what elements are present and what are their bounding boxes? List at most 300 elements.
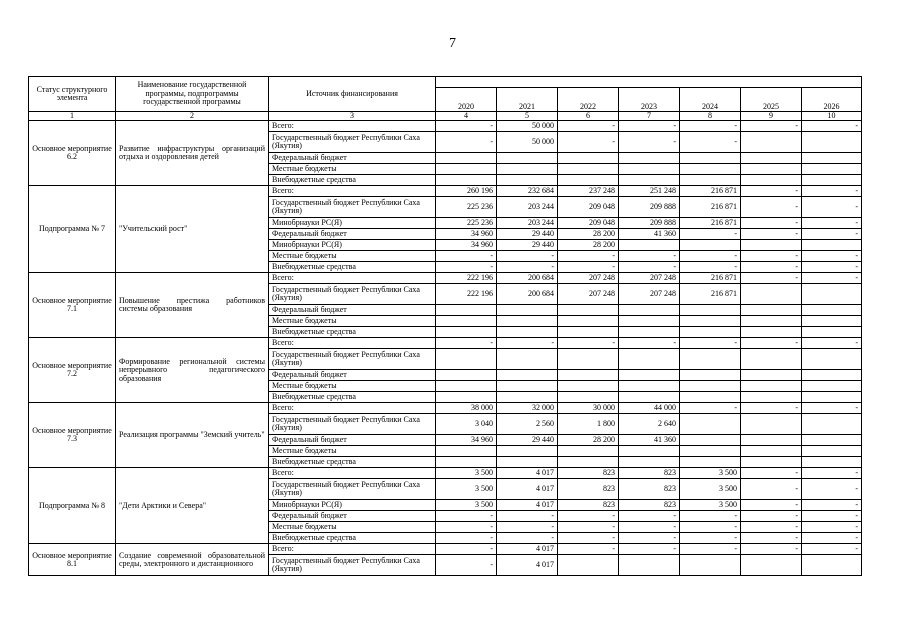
amount-cell: - [436,262,497,273]
amount-cell [680,175,741,186]
funding-source: Федеральный бюджет [269,229,436,240]
amount-cell: - [497,522,558,533]
amount-cell [741,349,802,370]
amount-cell [680,446,741,457]
amount-cell: 34 960 [436,435,497,446]
column-number: 3 [269,112,436,121]
amount-cell [680,316,741,327]
amount-cell [436,164,497,175]
amount-cell: 50 000 [497,132,558,153]
funding-source: Внебюджетные средства [269,175,436,186]
amount-cell: - [802,533,862,544]
funding-source: Местные бюджеты [269,522,436,533]
structural-element-status: Основное мероприятие 7.3 [29,403,116,468]
amount-cell: - [741,468,802,479]
funding-source: Местные бюджеты [269,316,436,327]
amount-cell [741,175,802,186]
amount-cell [619,381,680,392]
header-year: 2024 [680,88,741,112]
amount-cell: 260 196 [436,186,497,197]
funding-source: Минобрнауки РС(Я) [269,218,436,229]
amount-cell [436,175,497,186]
funding-source: Федеральный бюджет [269,153,436,164]
amount-cell [802,240,862,251]
amount-cell: - [802,273,862,284]
amount-cell [558,305,619,316]
funding-source: Местные бюджеты [269,381,436,392]
amount-cell [558,164,619,175]
amount-cell: - [680,229,741,240]
amount-cell: - [558,132,619,153]
amount-cell [558,153,619,164]
column-number: 4 [436,112,497,121]
amount-cell [436,305,497,316]
amount-cell [497,370,558,381]
column-number: 10 [802,112,862,121]
amount-cell [497,392,558,403]
amount-cell [619,240,680,251]
amount-cell: 3 500 [680,500,741,511]
amount-cell: - [802,522,862,533]
amount-cell: 28 200 [558,240,619,251]
amount-cell: 237 248 [558,186,619,197]
amount-cell: - [680,132,741,153]
amount-cell [619,316,680,327]
program-name: Реализация программы "Земский учитель" [116,403,269,468]
amount-cell: - [680,511,741,522]
funding-source: Государственный бюджет Республики Саха (Якутия) [269,414,436,435]
amount-cell [741,284,802,305]
header-year: 2022 [558,88,619,112]
amount-cell [802,446,862,457]
amount-cell: - [741,121,802,132]
table-row [29,544,862,555]
amount-cell: - [741,511,802,522]
funding-source: Государственный бюджет Республики Саха (Якутия) [269,479,436,500]
table-row [29,338,862,349]
amount-cell: - [436,338,497,349]
amount-cell [619,370,680,381]
amount-cell [619,164,680,175]
amount-cell: - [741,186,802,197]
amount-cell: - [741,273,802,284]
amount-cell [802,370,862,381]
amount-cell [558,316,619,327]
amount-cell [680,392,741,403]
funding-source: Местные бюджеты [269,446,436,457]
funding-source: Всего: [269,403,436,414]
amount-cell [436,370,497,381]
funding-source: Федеральный бюджет [269,370,436,381]
amount-cell [680,349,741,370]
amount-cell: 216 871 [680,284,741,305]
amount-cell: - [436,544,497,555]
column-number: 8 [680,112,741,121]
amount-cell [619,446,680,457]
amount-cell [802,305,862,316]
amount-cell: 3 040 [436,414,497,435]
header-year: 2023 [619,88,680,112]
amount-cell: - [741,251,802,262]
amount-cell: - [558,522,619,533]
program-name: "Дети Арктики и Севера" [116,468,269,544]
amount-cell [802,555,862,576]
structural-element-status: Основное мероприятие 6.2 [29,121,116,186]
program-name: Повышение престижа работников системы образования [116,273,269,338]
amount-cell: 3 500 [436,500,497,511]
amount-cell: - [802,511,862,522]
amount-cell: - [741,338,802,349]
funding-source: Федеральный бюджет [269,435,436,446]
amount-cell: - [802,251,862,262]
amount-cell: 207 248 [558,284,619,305]
amount-cell [558,555,619,576]
amount-cell: - [741,403,802,414]
amount-cell: - [558,251,619,262]
funding-source: Федеральный бюджет [269,305,436,316]
header-year: 2021 [497,88,558,112]
amount-cell [436,349,497,370]
amount-cell [619,175,680,186]
funding-source: Государственный бюджет Республики Саха (Якутия) [269,197,436,218]
amount-cell: 4 017 [497,468,558,479]
amount-cell [497,381,558,392]
amount-cell: - [619,121,680,132]
amount-cell: 34 960 [436,240,497,251]
amount-cell: 225 236 [436,218,497,229]
column-number: 9 [741,112,802,121]
amount-cell: - [436,121,497,132]
header-name: Наименование государственной программы, подпрограммы государственной программы [116,77,269,112]
amount-cell [741,240,802,251]
amount-cell [558,327,619,338]
amount-cell [436,446,497,457]
amount-cell [741,132,802,153]
amount-cell [436,381,497,392]
funding-source: Государственный бюджет Республики Саха (Якутия) [269,555,436,576]
funding-source: Всего: [269,338,436,349]
amount-cell: - [619,522,680,533]
structural-element-status: Основное мероприятие 8.1 [29,544,116,576]
amount-cell [802,175,862,186]
amount-cell [741,446,802,457]
amount-cell: 203 244 [497,197,558,218]
funding-source: Местные бюджеты [269,164,436,175]
amount-cell: - [619,511,680,522]
amount-cell [802,153,862,164]
amount-cell: 209 048 [558,218,619,229]
funding-source: Внебюджетные средства [269,262,436,273]
amount-cell: 3 500 [436,468,497,479]
column-number: 1 [29,112,116,121]
table-row [29,468,862,479]
amount-cell: - [741,544,802,555]
amount-cell: - [619,544,680,555]
funding-source: Всего: [269,121,436,132]
header-source: Источник финансирования [269,77,436,112]
amount-cell [558,381,619,392]
amount-cell [497,153,558,164]
amount-cell [558,175,619,186]
amount-cell: - [619,251,680,262]
amount-cell: - [619,262,680,273]
amount-cell [741,457,802,468]
structural-element-status: Основное мероприятие 7.1 [29,273,116,338]
amount-cell: - [741,522,802,533]
amount-cell: 4 017 [497,544,558,555]
amount-cell [558,392,619,403]
amount-cell: 216 871 [680,186,741,197]
amount-cell: - [802,229,862,240]
amount-cell [619,457,680,468]
amount-cell: 28 200 [558,435,619,446]
amount-cell [436,457,497,468]
header-year: 2020 [436,88,497,112]
amount-cell [619,327,680,338]
funding-source: Внебюджетные средства [269,533,436,544]
amount-cell [741,153,802,164]
amount-cell: - [619,132,680,153]
amount-cell: 216 871 [680,197,741,218]
amount-cell: - [497,262,558,273]
amount-cell: - [741,262,802,273]
amount-cell: - [802,186,862,197]
amount-cell: 823 [558,479,619,500]
amount-cell: - [436,132,497,153]
amount-cell: - [802,121,862,132]
header-years-spacer [436,77,862,88]
amount-cell: 203 244 [497,218,558,229]
amount-cell [741,392,802,403]
amount-cell: 823 [619,468,680,479]
amount-cell [497,305,558,316]
amount-cell: - [619,338,680,349]
amount-cell [558,446,619,457]
amount-cell: - [802,403,862,414]
amount-cell: - [436,251,497,262]
amount-cell: - [802,197,862,218]
amount-cell [802,435,862,446]
column-number: 5 [497,112,558,121]
amount-cell: 4 017 [497,479,558,500]
amount-cell: - [680,403,741,414]
amount-cell [619,555,680,576]
amount-cell [802,132,862,153]
amount-cell: 222 196 [436,273,497,284]
amount-cell: - [558,544,619,555]
column-number: 2 [116,112,269,121]
amount-cell: 44 000 [619,403,680,414]
structural-element-status: Подпрограмма № 7 [29,186,116,273]
amount-cell [802,349,862,370]
amount-cell: - [741,533,802,544]
amount-cell: - [497,533,558,544]
amount-cell [680,414,741,435]
amount-cell: 209 888 [619,197,680,218]
amount-cell: - [436,522,497,533]
amount-cell [802,381,862,392]
amount-cell: 2 560 [497,414,558,435]
amount-cell: - [680,121,741,132]
amount-cell: - [436,555,497,576]
header-status: Статус структурного элемента [29,77,116,112]
table-row [29,273,862,284]
amount-cell: - [802,544,862,555]
table-row [29,121,862,132]
amount-cell [497,164,558,175]
amount-cell: 209 048 [558,197,619,218]
table-row [29,403,862,414]
amount-cell: 30 000 [558,403,619,414]
amount-cell [680,153,741,164]
amount-cell: - [436,511,497,522]
funding-source: Всего: [269,273,436,284]
amount-cell [802,327,862,338]
funding-source: Федеральный бюджет [269,511,436,522]
amount-cell: 38 000 [436,403,497,414]
amount-cell: 28 200 [558,229,619,240]
header-year: 2025 [741,88,802,112]
funding-source: Всего: [269,544,436,555]
table-row [29,186,862,197]
amount-cell [741,435,802,446]
funding-source: Минобрнауки РС(Я) [269,240,436,251]
amount-cell [497,446,558,457]
amount-cell: - [680,533,741,544]
budget-table [28,76,862,576]
amount-cell: - [802,218,862,229]
amount-cell [680,555,741,576]
amount-cell [619,392,680,403]
amount-cell: 216 871 [680,218,741,229]
amount-cell: 29 440 [497,229,558,240]
amount-cell [802,392,862,403]
program-name: Развитие инфраструктуры организаций отдыха и оздоровления детей [116,121,269,186]
amount-cell: 225 236 [436,197,497,218]
amount-cell: - [558,262,619,273]
funding-source: Государственный бюджет Республики Саха (Якутия) [269,349,436,370]
column-number: 7 [619,112,680,121]
amount-cell [741,164,802,175]
amount-cell: - [436,533,497,544]
amount-cell: - [802,338,862,349]
amount-cell [741,370,802,381]
amount-cell [741,327,802,338]
amount-cell: - [802,479,862,500]
amount-cell: 232 684 [497,186,558,197]
amount-cell: 823 [558,468,619,479]
amount-cell [436,153,497,164]
amount-cell: 823 [619,479,680,500]
amount-cell [680,370,741,381]
amount-cell: 4 017 [497,500,558,511]
amount-cell: 207 248 [619,273,680,284]
amount-cell: - [558,338,619,349]
amount-cell [558,370,619,381]
amount-cell [802,414,862,435]
amount-cell: 209 888 [619,218,680,229]
amount-cell [680,305,741,316]
page-number: 7 [449,36,456,51]
amount-cell [497,175,558,186]
amount-cell [802,284,862,305]
amount-cell [741,555,802,576]
structural-element-status: Основное мероприятие 7.2 [29,338,116,403]
amount-cell: - [558,511,619,522]
funding-source: Государственный бюджет Республики Саха (Якутия) [269,132,436,153]
amount-cell [741,414,802,435]
amount-cell: 823 [619,500,680,511]
amount-cell [497,327,558,338]
amount-cell: - [802,500,862,511]
amount-cell [680,457,741,468]
funding-source: Всего: [269,468,436,479]
program-name: Создание современной образовательной среды, электронного и дистанционного [116,544,269,576]
column-number: 6 [558,112,619,121]
amount-cell: - [680,251,741,262]
amount-cell [619,305,680,316]
amount-cell: 4 017 [497,555,558,576]
amount-cell [741,381,802,392]
amount-cell [680,327,741,338]
amount-cell: - [680,338,741,349]
amount-cell [680,435,741,446]
amount-cell: - [680,262,741,273]
amount-cell [436,327,497,338]
amount-cell: 29 440 [497,240,558,251]
funding-source: Внебюджетные средства [269,327,436,338]
amount-cell: - [741,479,802,500]
amount-cell: 34 960 [436,229,497,240]
funding-source: Государственный бюджет Республики Саха (Якутия) [269,284,436,305]
amount-cell: - [497,511,558,522]
funding-source: Минобрнауки РС(Я) [269,500,436,511]
amount-cell: - [741,218,802,229]
amount-cell: - [558,121,619,132]
amount-cell: 41 360 [619,435,680,446]
amount-cell: 50 000 [497,121,558,132]
program-name: "Учительский рост" [116,186,269,273]
amount-cell [558,349,619,370]
amount-cell: 200 684 [497,273,558,284]
amount-cell [436,316,497,327]
amount-cell: - [802,262,862,273]
amount-cell [680,164,741,175]
amount-cell [680,240,741,251]
amount-cell: - [741,229,802,240]
funding-source: Внебюджетные средства [269,392,436,403]
amount-cell [497,349,558,370]
amount-cell [802,316,862,327]
amount-cell: - [741,197,802,218]
amount-cell: 222 196 [436,284,497,305]
header-year: 2026 [802,88,862,112]
amount-cell: - [619,533,680,544]
amount-cell: - [680,522,741,533]
amount-cell: 216 871 [680,273,741,284]
amount-cell [619,153,680,164]
funding-source: Всего: [269,186,436,197]
amount-cell: 200 684 [497,284,558,305]
amount-cell: 823 [558,500,619,511]
amount-cell [741,316,802,327]
amount-cell: - [497,338,558,349]
amount-cell: - [558,533,619,544]
amount-cell: 41 360 [619,229,680,240]
amount-cell: 3 500 [680,479,741,500]
funding-source: Внебюджетные средства [269,457,436,468]
amount-cell: 29 440 [497,435,558,446]
